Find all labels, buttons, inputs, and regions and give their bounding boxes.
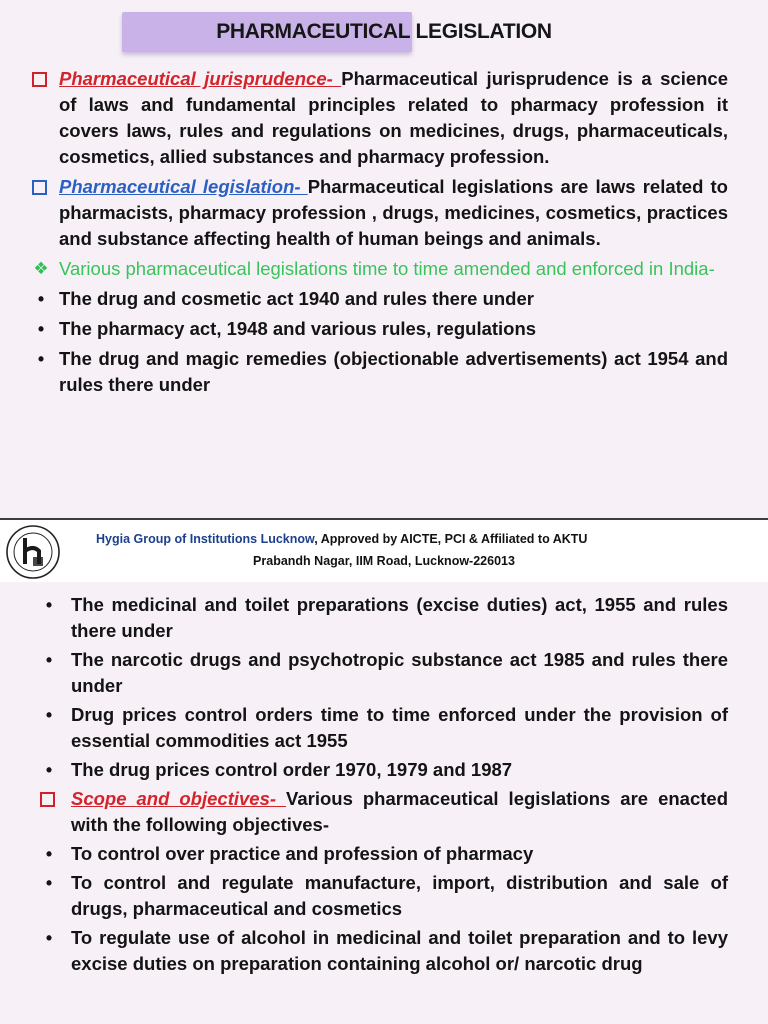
diamond-bullet-icon: ❖ xyxy=(33,259,49,278)
approval-text: , Approved by AICTE, PCI & Affiliated to AKTU xyxy=(314,532,588,546)
slide-top-content xyxy=(30,66,728,402)
list-item-text: The pharmacy act, 1948 and various rules, regulations xyxy=(59,318,537,339)
slide-bottom xyxy=(0,582,768,1024)
list-item-text: The drug and cosmetic act 1940 and rules there under xyxy=(59,288,534,309)
list-item xyxy=(30,592,728,644)
list-item xyxy=(30,286,728,312)
bullet-icon: • xyxy=(45,650,53,670)
checkbox-square-icon xyxy=(32,72,47,87)
list-item xyxy=(30,346,728,398)
list-item xyxy=(30,702,728,754)
list-item xyxy=(30,841,728,867)
slide-bottom-content xyxy=(30,592,728,980)
bullet-icon: • xyxy=(45,928,53,948)
highlight-item xyxy=(30,256,728,282)
scope-objectives xyxy=(30,786,728,838)
bullet-icon: • xyxy=(45,595,53,615)
institution-approval-line xyxy=(96,532,587,546)
checkbox-square-icon xyxy=(40,792,55,807)
list-item xyxy=(30,757,728,783)
bullet-icon: • xyxy=(37,349,45,369)
list-item xyxy=(30,647,728,699)
legislation-text: Pharmaceutical legislations are laws related to pharmacists, pharmacy profession , drugs, medicines, cosmetics, practices and substance affecting health of human beings and animals. xyxy=(59,176,728,249)
list-item-text: To control over practice and profession of pharmacy xyxy=(71,843,534,864)
legislation-heading: Pharmaceutical legislation- xyxy=(59,176,308,197)
bullet-icon: • xyxy=(37,319,45,339)
bullet-icon: • xyxy=(45,844,53,864)
institution-logo-icon xyxy=(3,524,63,580)
list-item-text: The drug prices control order 1970, 1979 and 1987 xyxy=(71,759,513,780)
slide-title: PHARMACEUTICAL LEGISLATION xyxy=(216,20,552,43)
bullet-icon: • xyxy=(37,289,45,309)
bullet-icon: • xyxy=(45,705,53,725)
list-item-text: Drug prices control orders time to time enforced under the provision of essential commodities act 1955 xyxy=(71,704,728,751)
list-item xyxy=(30,316,728,342)
definition-jurisprudence xyxy=(30,66,728,170)
jurisprudence-text: Pharmaceutical jurisprudence is a science of laws and fundamental principles related to pharmacy profession it covers laws, rules and regulations on medicines, drugs, pharmaceuticals, cosmetics, allied substances and pharmacy profession. xyxy=(59,68,729,167)
highlight-text: Various pharmaceutical legislations time to time amended and enforced in India- xyxy=(59,258,715,279)
list-item-text: The medicinal and toilet preparations (excise duties) act, 1955 and rules there under xyxy=(71,594,728,641)
bullet-icon: • xyxy=(45,873,53,893)
jurisprudence-heading: Pharmaceutical jurisprudence- xyxy=(59,68,342,89)
list-item-text: The narcotic drugs and psychotropic substance act 1985 and rules there under xyxy=(71,649,728,696)
scope-heading: Scope and objectives- xyxy=(71,788,287,809)
list-item-text: To regulate use of alcohol in medicinal and toilet preparation and to levy excise duties on preparation containing alcohol or/ narcotic drug xyxy=(71,927,728,974)
bullet-icon: • xyxy=(45,760,53,780)
list-item-text: To control and regulate manufacture, import, distribution and sale of drugs, pharmaceutical and cosmetics xyxy=(71,872,728,919)
list-item xyxy=(30,925,728,977)
definition-legislation xyxy=(30,174,728,252)
institution-name: Hygia Group of Institutions Lucknow xyxy=(96,532,315,546)
list-item-text: The drug and magic remedies (objectionable advertisements) act 1954 and rules there under xyxy=(59,348,728,395)
checkbox-square-icon xyxy=(32,180,47,195)
institution-footer xyxy=(0,518,768,584)
institution-address: Prabandh Nagar, IIM Road, Lucknow-226013 xyxy=(253,554,515,568)
list-item xyxy=(30,870,728,922)
scope-text: Various pharmaceutical legislations are enacted with the following objectives- xyxy=(71,788,728,835)
